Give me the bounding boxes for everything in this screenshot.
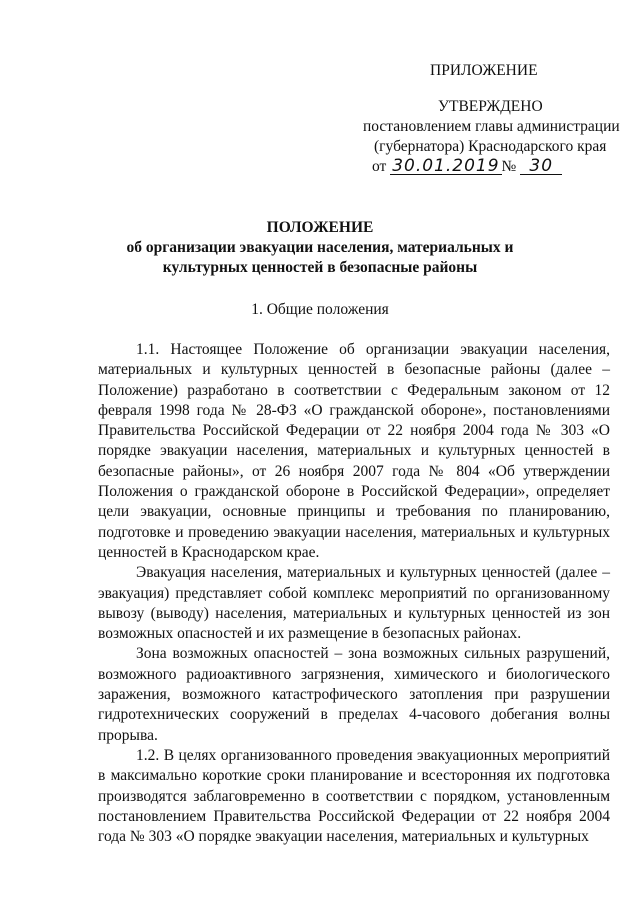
paragraph: Эвакуация населения, материальных и культурных ценностей (далее – эвакуация) представляет собой комплекс мероприятий по организованному вывозу (выводу) населения, материальных и культурных ценностей из зон возможных опасностей и их размещение в безопасных районах. [98,564,610,643]
number-prefix: № [501,158,517,175]
date-number-line [372,156,562,177]
date-prefix: от [372,158,387,175]
section-heading: 1. Общие положения [251,301,389,318]
paragraph: 1.2. В целях организованного проведения эвакуационных мероприятий в максимально короткие сроки планирование и всесторонняя их подготовка производятся заблаговременно в соответствии с порядком, установленным постановлением Правительства Российской Федерации от 22 ноября 2004 года № 303 «О порядке эвакуации населения, материальных и культурных [98,746,610,846]
approved-by-line-2: (губернатора) Краснодарского края [374,138,607,155]
title-line-1: ПОЛОЖЕНИЕ [266,219,374,236]
approved-by-line-1: постановлением главы администрации [363,118,620,135]
appendix-label: ПРИЛОЖЕНИЕ [430,62,538,79]
document-title [60,218,580,278]
document-body [98,340,610,847]
title-line-2: об организации эвакуации населения, материальных и [126,239,514,256]
approved-label: УТВЕРЖДЕНО [438,98,543,115]
handwritten-number: 30 [520,158,562,175]
paragraph: 1.1. Настоящее Положение об организации эвакуации населения, материальных и культурных ценностей в безопасные районы (далее – Положение) разработано в соответствии с Федеральным законом от 12 февраля 1998 года № 28-ФЗ «О гражданской обороне», постановлениями Правительства Российской Федерации от 22 ноября 2004 года № 303 «О порядке эвакуации населения, материальных и культурных ценностей в безопасные районы», от 26 ноября 2007 года № 804 «Об утверждении Положения о гражданской обороне в Российской Федерации», определяет цели эвакуации, основные принципы и требования по планированию, подготовке и проведению эвакуации населения, материальных и культурных ценностей в Краснодарском крае. [98,341,610,561]
handwritten-date: 30.01.2019 [392,156,500,176]
title-line-3: культурных ценностей в безопасные районы [162,259,478,276]
paragraph: Зона возможных опасностей – зона возможных сильных разрушений, возможного радиоактивного загрязнения, химического и биологического заражения, возможного катастрофического затопления при разрушении гидротехнических сооружений в пределах 4-часового добегания волны прорыва. [98,645,610,744]
